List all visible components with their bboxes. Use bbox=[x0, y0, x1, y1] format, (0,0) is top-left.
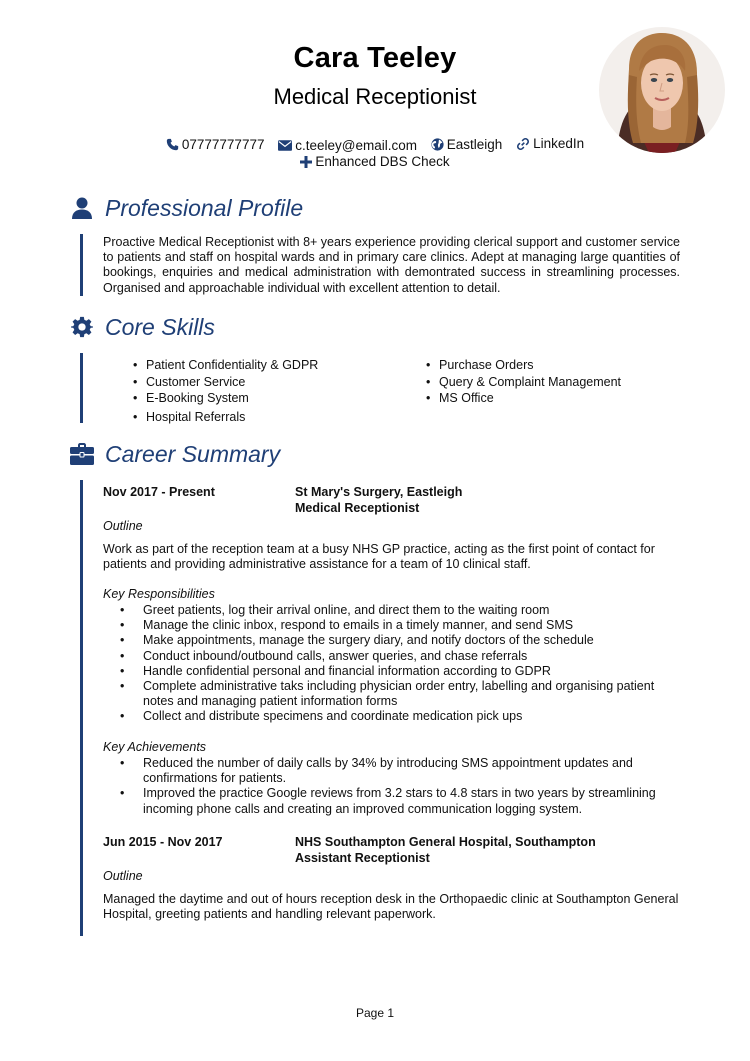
email-text: c.teeley@email.com bbox=[295, 137, 417, 153]
responsibilities-label: Key Responsibilities bbox=[103, 587, 215, 601]
list-item: • Greet patients, log their arrival online, and direct them to the waiting room bbox=[103, 603, 680, 618]
job-outline: Work as part of the reception team at a busy NHS GP practice, acting as the first point of contact for patients and providing administrative assistance for a team of 10 clinical staff. bbox=[103, 542, 655, 572]
contact-linkedin[interactable] bbox=[516, 135, 584, 153]
plus-icon bbox=[300, 156, 312, 168]
list-item: • Collect and distribute specimens and coordinate medication pick ups bbox=[103, 709, 680, 724]
job-employer bbox=[295, 835, 596, 866]
job-outline: Managed the daytime and out of hours reception desk in the Orthopaedic clinic at Southampton General Hospital, greeting patients and handling relevant paperwork. bbox=[103, 892, 679, 922]
linkedin-text: LinkedIn bbox=[533, 136, 585, 151]
contact-dbs bbox=[300, 153, 449, 171]
achievements-label: Key Achievements bbox=[103, 740, 207, 754]
contact-email[interactable] bbox=[278, 137, 417, 155]
page-number: Page 1 bbox=[355, 1006, 395, 1020]
responsibilities-list bbox=[103, 603, 680, 725]
employer-name: NHS Southampton General Hospital, Southampton bbox=[295, 835, 596, 849]
contact-location[interactable] bbox=[431, 136, 503, 154]
list-item: • Reduced the number of daily calls by 34% by introducing SMS appointment updates and confirmations for patients. bbox=[103, 756, 680, 786]
contact-phone[interactable] bbox=[166, 136, 265, 154]
skill-item: • Patient Confidentiality & GDPR bbox=[133, 357, 318, 374]
location-text: Eastleigh bbox=[446, 136, 503, 152]
employer-name: St Mary's Surgery, Eastleigh bbox=[295, 485, 463, 499]
candidate-name: Cara Teeley bbox=[293, 42, 457, 74]
skill-item: • E-Booking System bbox=[133, 390, 318, 407]
job-employer bbox=[295, 485, 462, 516]
position-title: Medical Receptionist bbox=[295, 500, 420, 515]
dbs-text: Enhanced DBS Check bbox=[315, 154, 450, 169]
skills-list-right bbox=[426, 357, 621, 407]
list-item: • Manage the clinic inbox, respond to emails in a timely manner, and send SMS bbox=[103, 618, 680, 633]
list-item: • Handle confidential personal and financial information according to GDPR bbox=[103, 664, 680, 679]
phone-icon bbox=[166, 138, 179, 151]
section-title: Professional Profile bbox=[105, 194, 304, 221]
outline-label: Outline bbox=[103, 869, 143, 883]
list-item: • Complete administrative taks including physician order entry, labelling and organising patient notes and managing patient information forms bbox=[103, 679, 680, 709]
user-icon bbox=[70, 196, 94, 220]
skill-item: • Purchase Orders bbox=[426, 357, 621, 374]
skill-item: • Query & Complaint Management bbox=[426, 374, 621, 391]
outline-label: Outline bbox=[103, 519, 143, 533]
job-dates: Jun 2015 - Nov 2017 bbox=[103, 835, 223, 849]
achievements-list bbox=[103, 756, 680, 817]
section-title: Career Summary bbox=[105, 440, 281, 467]
skill-item: • Hospital Referrals bbox=[133, 409, 318, 426]
briefcase-icon bbox=[70, 442, 94, 466]
list-item: • Conduct inbound/outbound calls, answer queries, and chase referrals bbox=[103, 649, 680, 664]
section-title: Core Skills bbox=[105, 313, 215, 340]
section-career-heading bbox=[70, 439, 280, 469]
gear-icon bbox=[70, 315, 94, 339]
job-dates: Nov 2017 - Present bbox=[103, 485, 215, 499]
list-item: • Improved the practice Google reviews from 3.2 stars to 4.8 stars in two years by streamlining incoming phone calls and creating an improved communication logging system. bbox=[103, 786, 680, 816]
section-skills-heading bbox=[70, 312, 215, 342]
skills-list-left bbox=[133, 357, 318, 425]
envelope-icon bbox=[278, 140, 292, 151]
position-title: Assistant Receptionist bbox=[295, 850, 430, 865]
section-accent-bar bbox=[80, 234, 83, 296]
globe-icon bbox=[431, 138, 444, 151]
link-icon bbox=[516, 137, 530, 151]
section-profile-heading bbox=[70, 193, 303, 223]
section-accent-bar bbox=[80, 353, 83, 423]
skill-item: • MS Office bbox=[426, 390, 621, 407]
job-title: Medical Receptionist bbox=[273, 84, 477, 109]
section-accent-bar bbox=[80, 480, 83, 936]
phone-text: 07777777777 bbox=[181, 136, 265, 152]
profile-summary: Proactive Medical Receptionist with 8+ years experience providing clerical support and customer service to patients and staff on hospital wards and in primary care clinics. Adept at managing large quantities of bookings, enquiries and medical administration with demontrated success in streamlining processes. Organised and approachable individual with excellent attention to detail. bbox=[103, 235, 681, 295]
skill-item: • Customer Service bbox=[133, 374, 318, 391]
list-item: • Make appointments, manage the surgery diary, and notify doctors of the schedule bbox=[103, 633, 680, 648]
contact-info bbox=[0, 135, 750, 171]
